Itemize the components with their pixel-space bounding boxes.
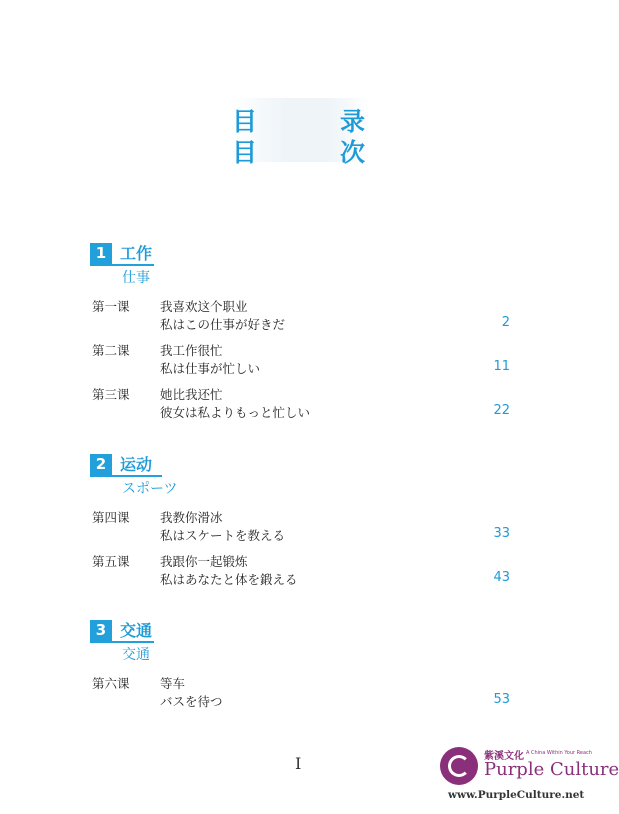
lesson-number: 第五课	[92, 554, 130, 569]
toc-entry[interactable]	[90, 552, 512, 588]
lesson-number: 第三课	[92, 387, 130, 402]
section-title-jp: 仕事	[122, 270, 150, 286]
section-title-cn: 运动	[120, 455, 153, 474]
toc-entry[interactable]	[90, 385, 512, 421]
lesson-title-jp: 私はあなたと体を鍛える	[160, 572, 298, 587]
title-char: 目	[232, 107, 258, 136]
lesson-title-cn: 我跟你一起锻炼	[160, 554, 248, 569]
lesson-title-cn: 我教你滑冰	[160, 510, 223, 525]
page-ref: 22	[493, 403, 510, 418]
page-number: I	[295, 754, 302, 773]
toc-entry[interactable]	[90, 508, 512, 544]
title-char: 录	[340, 107, 366, 136]
lesson-title-cn: 她比我还忙	[160, 387, 223, 402]
section-number: 1	[90, 243, 112, 264]
swirl-logo-icon	[440, 747, 478, 785]
page-ref: 33	[493, 526, 510, 541]
watermark-cn: 紫溪文化	[484, 751, 524, 762]
toc-entry[interactable]	[90, 674, 512, 710]
section-title-jp: スポーツ	[122, 481, 178, 497]
lesson-title-jp: 彼女は私よりもっと忙しい	[160, 405, 311, 420]
watermark-url: www.PurpleCulture.net	[448, 789, 585, 801]
section-title-cn: 交通	[120, 621, 153, 640]
section-rule	[90, 264, 154, 266]
lesson-number: 第一课	[92, 299, 130, 314]
lesson-number: 第四课	[92, 510, 130, 525]
title-char: 次	[340, 138, 366, 167]
title-char: 目	[232, 138, 258, 167]
page-ref: 43	[493, 570, 510, 585]
lesson-title-jp: バスを待つ	[160, 694, 223, 709]
watermark-name: Purple Culture	[484, 759, 619, 780]
page-ref: 2	[501, 315, 510, 330]
title-line-1	[230, 102, 370, 136]
section-title-jp: 交通	[122, 647, 150, 663]
title-line-2	[230, 133, 370, 167]
lesson-title-cn: 我工作很忙	[160, 343, 223, 358]
section-rule	[90, 475, 162, 477]
section-title-cn: 工作	[120, 244, 153, 263]
section-rule	[90, 641, 154, 643]
toc-entry[interactable]	[90, 297, 512, 333]
lesson-title-jp: 私はスケートを教える	[160, 528, 286, 543]
watermark-tagline: A China Within Your Reach	[526, 750, 592, 756]
lesson-title-jp: 私はこの仕事が好きだ	[160, 317, 286, 332]
lesson-number: 第六课	[92, 676, 130, 691]
lesson-title-cn: 我喜欢这个职业	[160, 299, 248, 314]
lesson-title-jp: 私は仕事が忙しい	[160, 361, 261, 376]
lesson-title-cn: 等车	[160, 676, 186, 691]
section-number: 3	[90, 620, 112, 641]
page-ref: 11	[493, 359, 510, 374]
page-ref: 53	[493, 692, 510, 707]
section-number: 2	[90, 454, 112, 475]
toc-entry[interactable]	[90, 341, 512, 377]
purple-culture-watermark	[440, 745, 619, 807]
lesson-number: 第二课	[92, 343, 130, 358]
toc-title	[230, 98, 370, 167]
